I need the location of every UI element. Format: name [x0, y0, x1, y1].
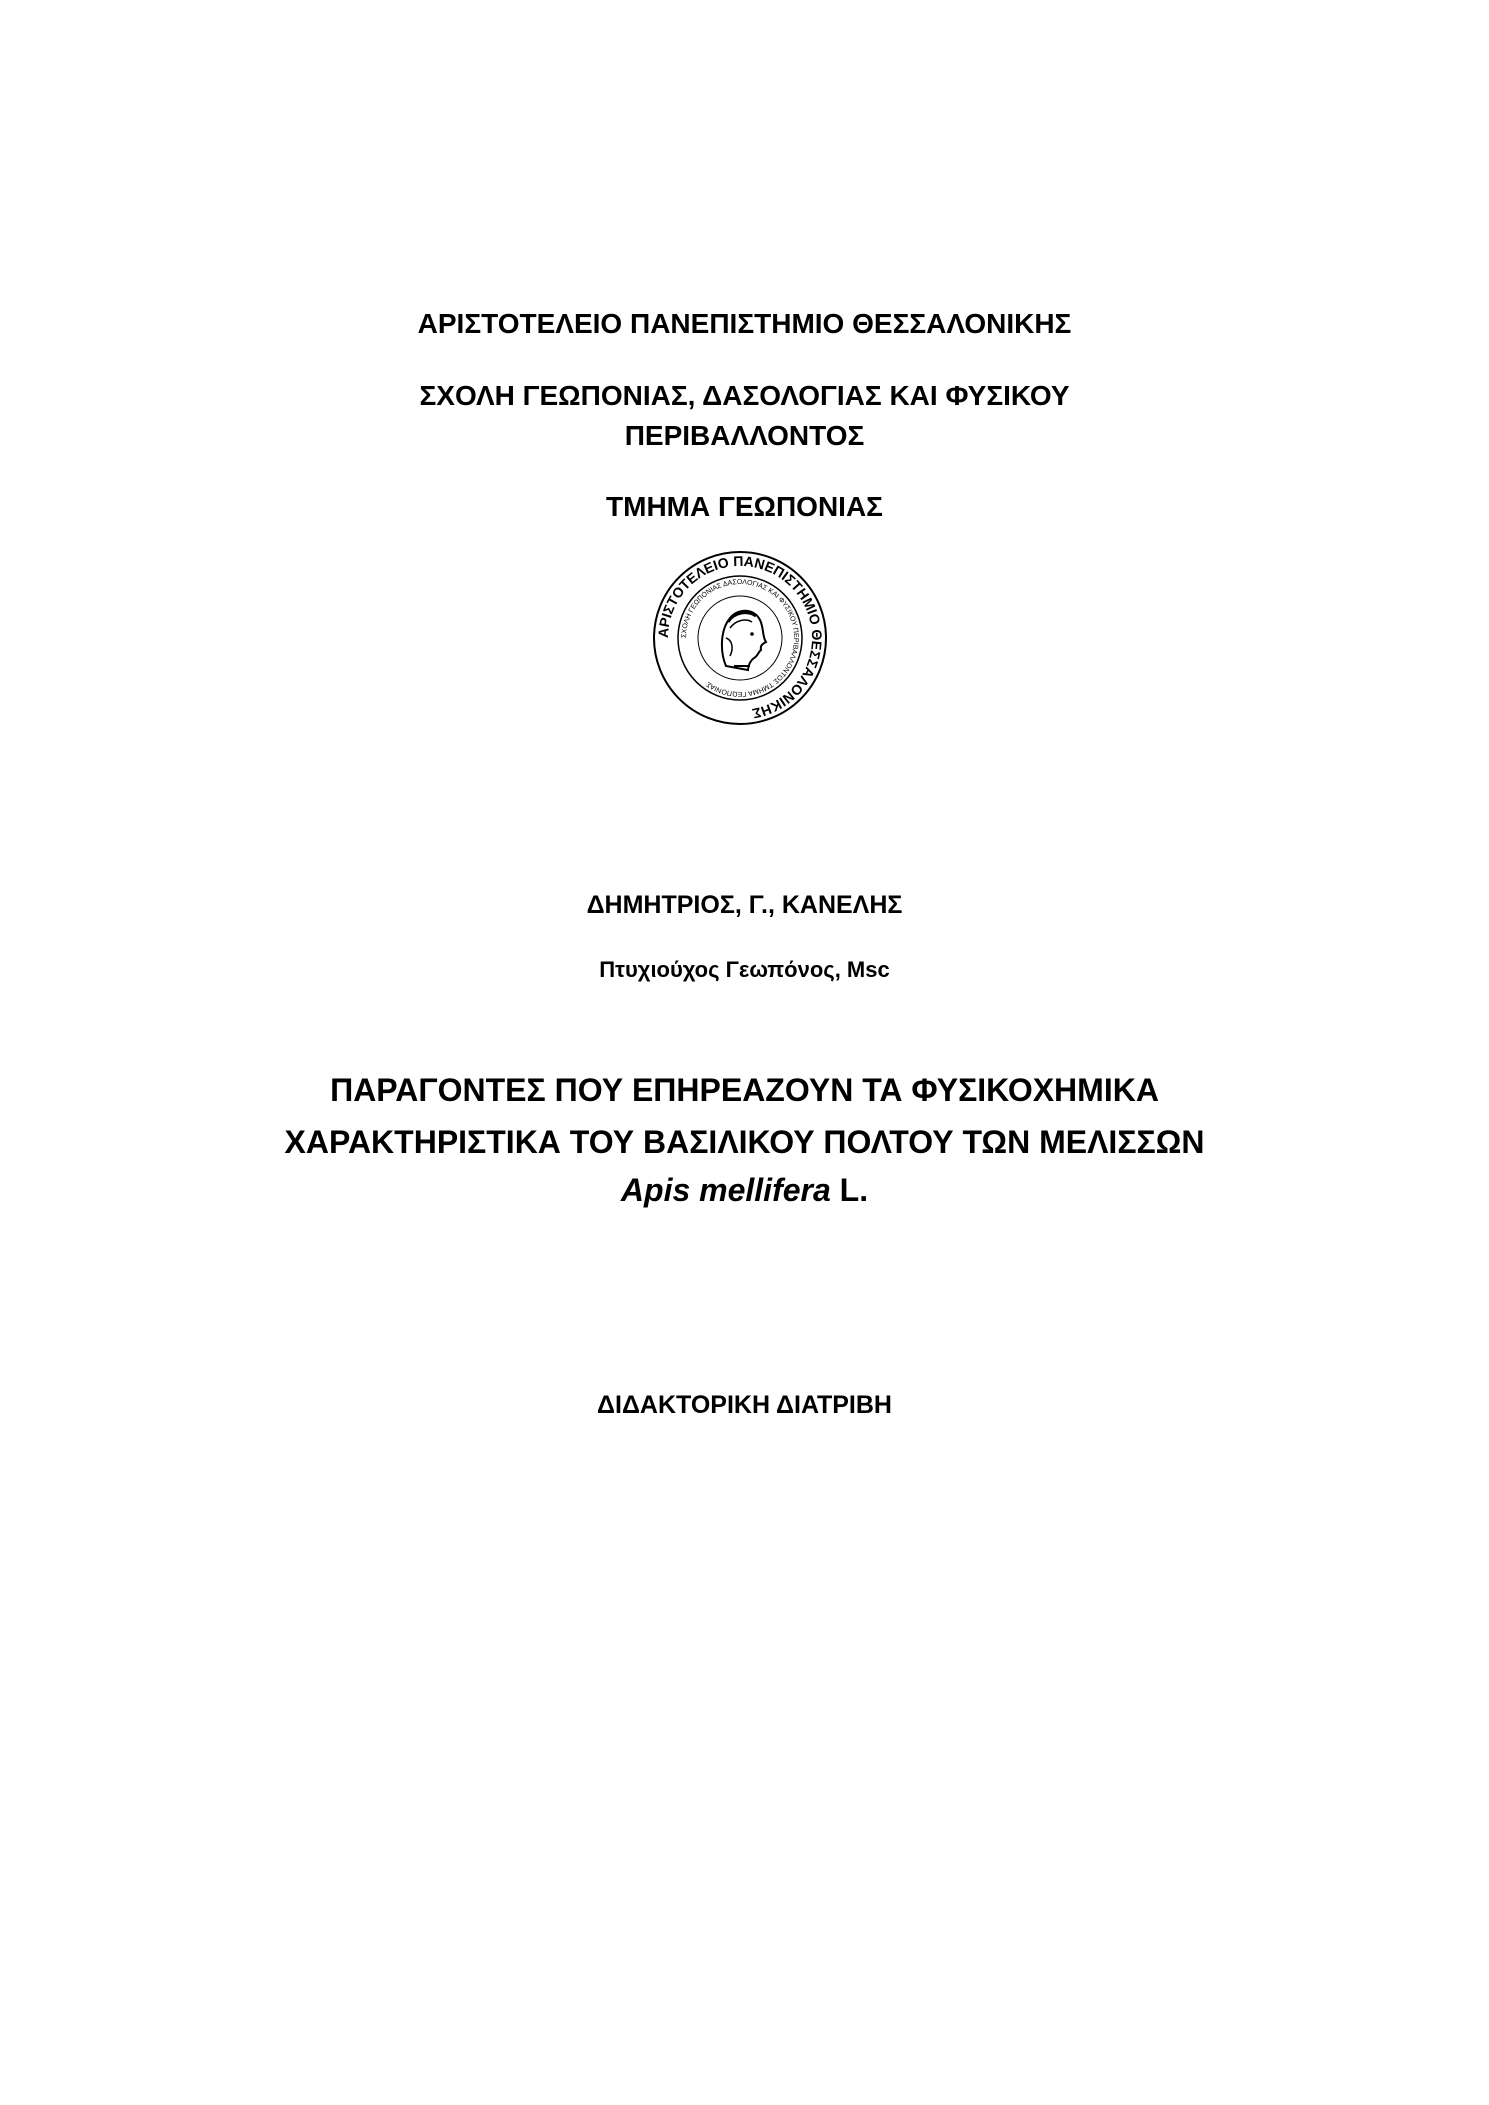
species-authority: L.: [830, 1172, 869, 1208]
seal-inner-text: ΣΧΟΛΗ ΓΕΩΠΟΝΙΑΣ ΔΑΣΟΛΟΓΙΑΣ ΚΑΙ ΦΥΣΙΚΟΥ ΠΕΡΙΒΑΛΛΟΝΤΟΣ ΤΜΗΜΑ ΓΕΩΠΟΝΙΑΣ: [680, 578, 800, 698]
department-name: ΤΜΗΜΑ ΓΕΩΠΟΝΙΑΣ: [606, 491, 883, 522]
author-degree: Πτυχιούχος Γεωπόνος, Msc: [599, 957, 890, 982]
seal-outer-text: ΑΡΙΣΤΟΤΕΛΕΙΟ ΠΑΝΕΠΙΣΤΗΜΙΟ ΘΕΣΣΑΛΟΝΙΚΗΣ: [654, 552, 826, 722]
school-name-line1: ΣΧΟΛΗ ΓΕΩΠΟΝΙΑΣ, ΔΑΣΟΛΟΓΙΑΣ ΚΑΙ ΦΥΣΙΚΟΥ: [419, 380, 1070, 411]
thesis-title-line1: ΠΑΡΑΓΟΝΤΕΣ ΠΟΥ ΕΠΗΡΕΑΖΟΥΝ ΤΑ ΦΥΣΙΚΟΧΗΜΙΚΑ: [330, 1072, 1159, 1108]
author-name: ΔΗΜΗΤΡΙΟΣ, Γ., ΚΑΝΕΛΗΣ: [586, 891, 903, 919]
document-type: ΔΙΔΑΚΤΟΡΙΚΗ ΔΙΑΤΡΙΒΗ: [597, 1391, 892, 1419]
thesis-title-species: [0, 1172, 1489, 1209]
university-name: ΑΡΙΣΤΟΤΕΛΕΙΟ ΠΑΝΕΠΙΣΤΗΜΙΟ ΘΕΣΣΑΛΟΝΙΚΗΣ: [417, 308, 1072, 339]
school-name-line2: ΠΕΡΙΒΑΛΛΟΝΤΟΣ: [624, 420, 865, 451]
species-name: Apis mellifera: [620, 1172, 831, 1208]
athena-head-icon: [722, 611, 766, 670]
thesis-title-line2: ΧΑΡΑΚΤΗΡΙΣΤΙΚΑ ΤΟΥ ΒΑΣΙΛΙΚΟΥ ΠΟΛΤΟΥ ΤΩΝ ΜΕΛΙΣΣΩΝ: [284, 1124, 1205, 1160]
university-seal: [650, 548, 830, 728]
